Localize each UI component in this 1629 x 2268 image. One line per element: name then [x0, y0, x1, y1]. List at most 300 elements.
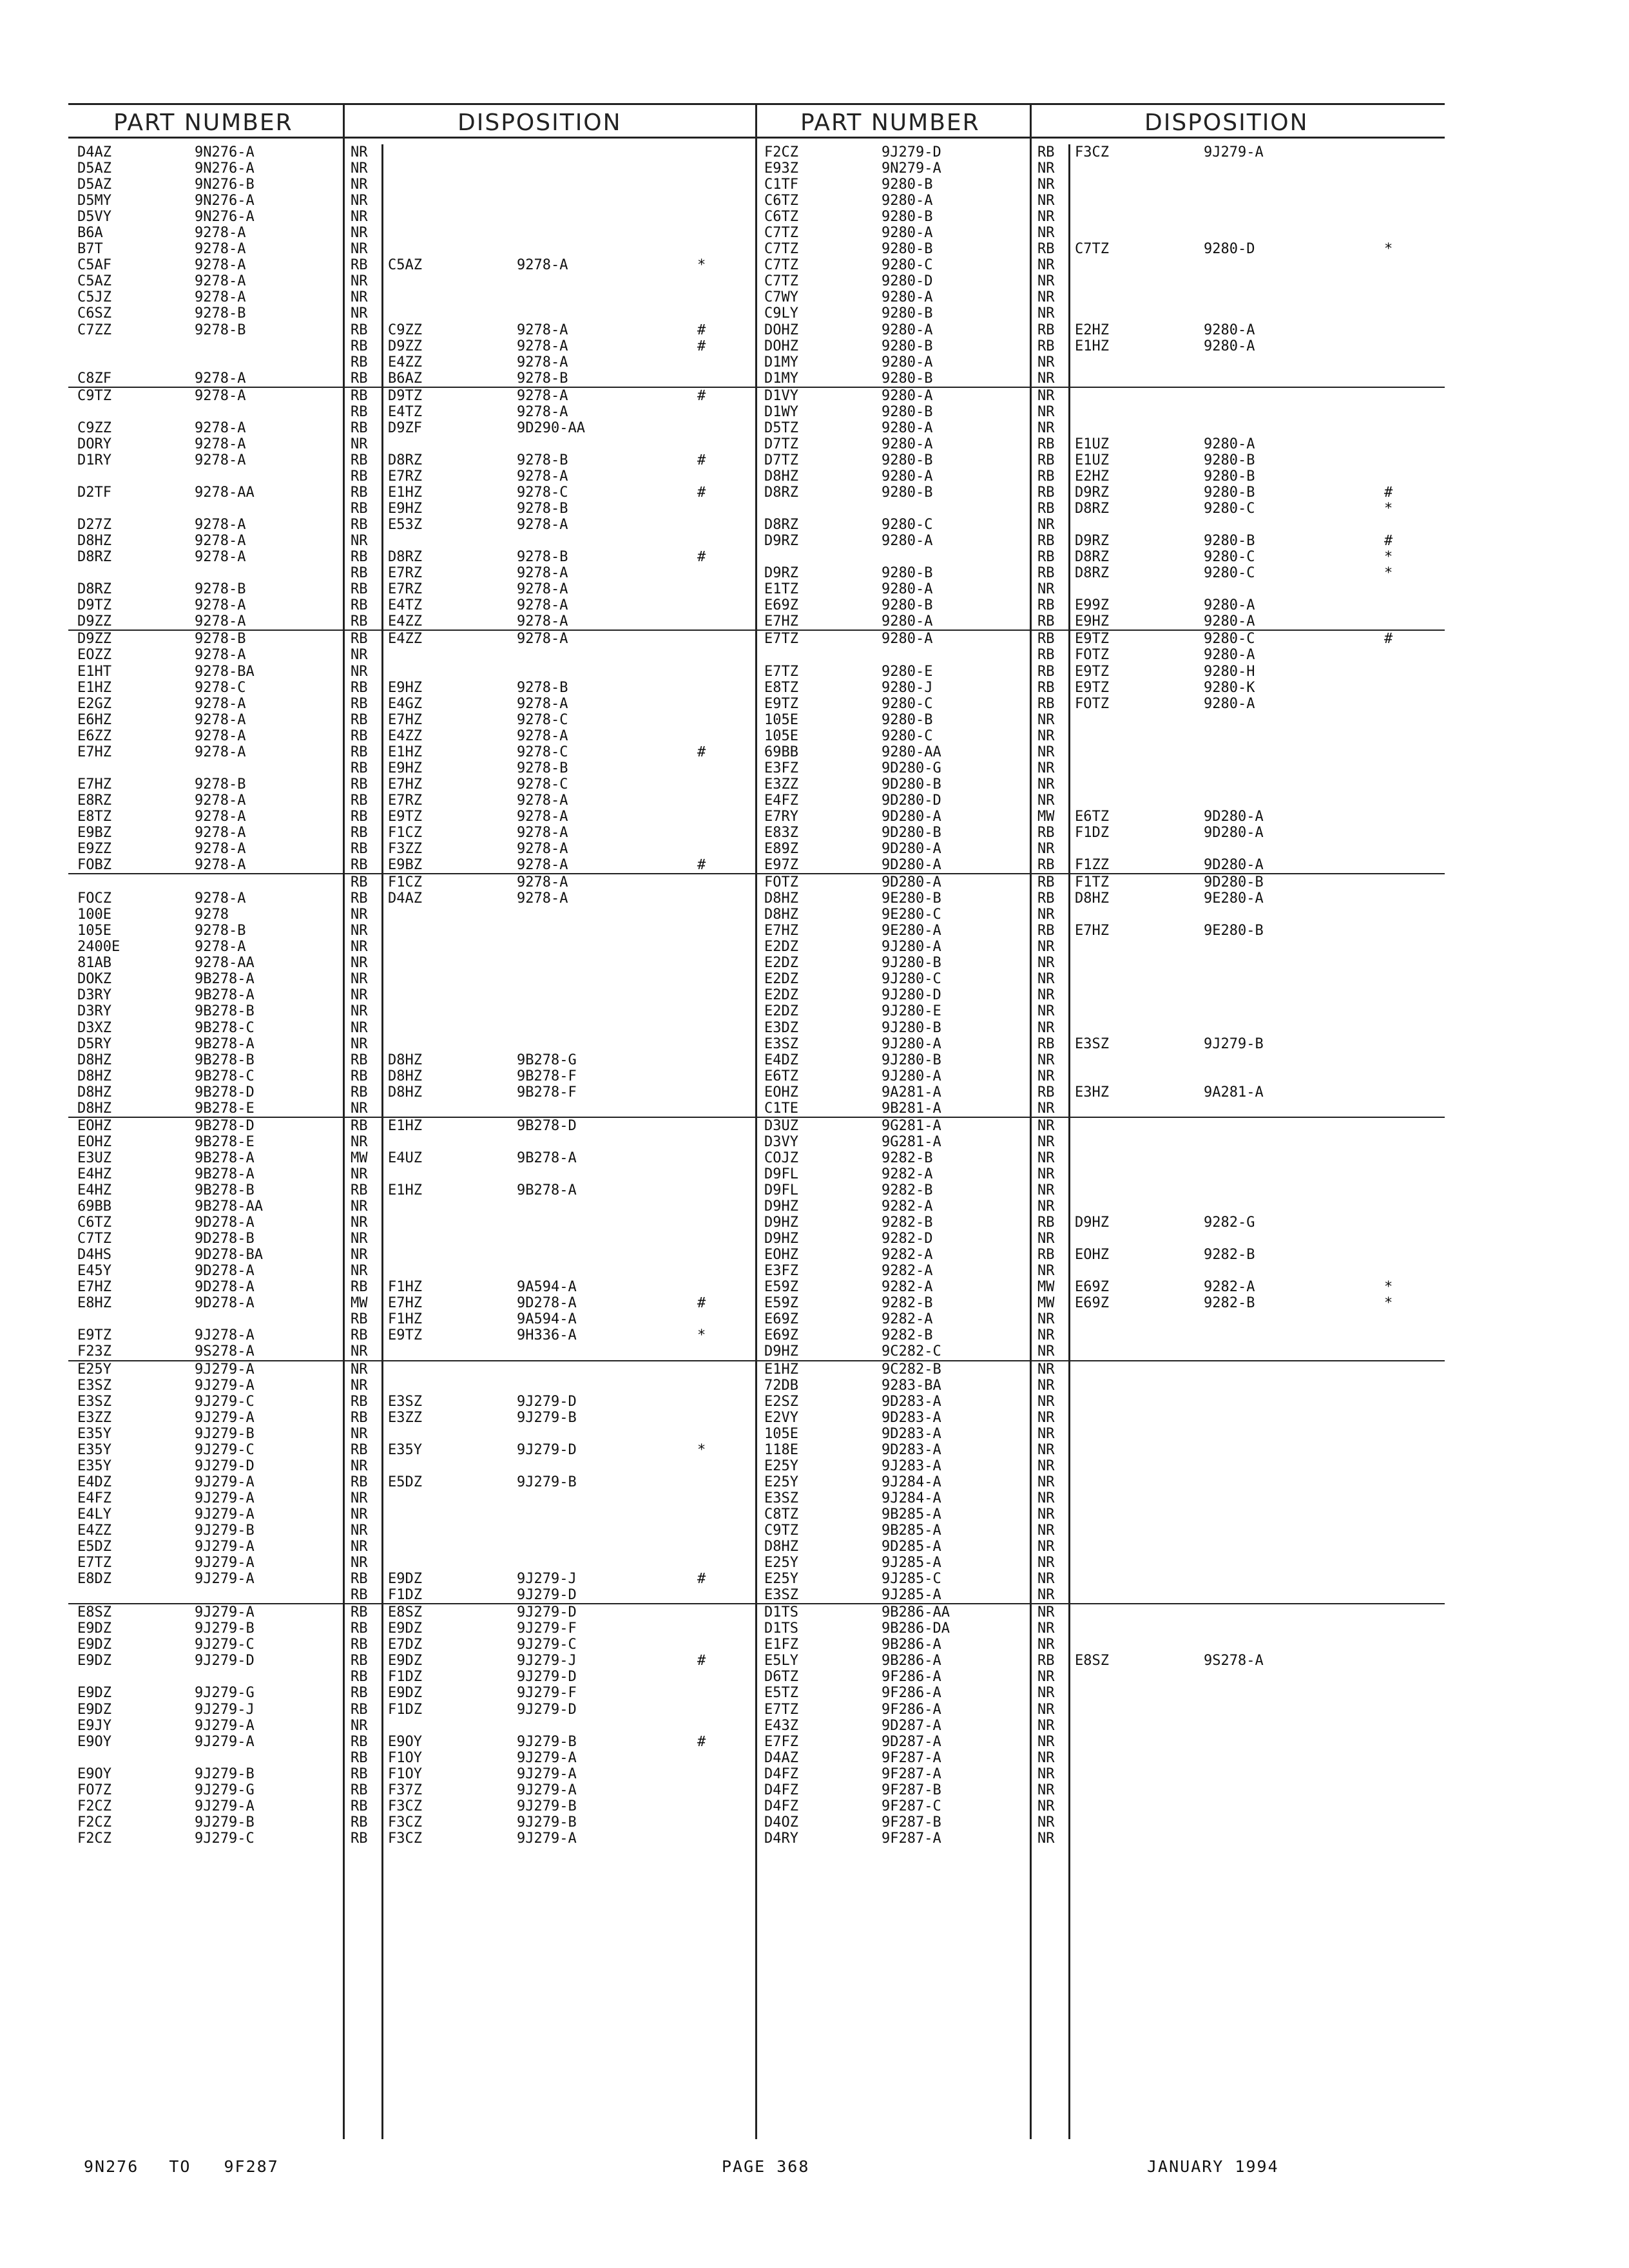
- table-row: [68, 923, 758, 939]
- part-prefix: C5AF: [77, 257, 111, 274]
- replacement-base: 9280-A: [1204, 597, 1255, 614]
- replacement-prefix: F3CZ: [388, 1798, 422, 1814]
- replacement-prefix: D8HZ: [1075, 890, 1109, 907]
- note-mark: #: [697, 484, 706, 501]
- table-row: [755, 144, 1445, 160]
- table-row: [755, 1052, 1445, 1068]
- replacement-prefix: E9HZ: [1075, 613, 1109, 630]
- right-rows: [755, 144, 1445, 1847]
- disposition-code: RB: [351, 1311, 368, 1328]
- replacement-prefix: E7RZ: [388, 581, 422, 598]
- replacement-base: 9278-A: [517, 517, 568, 533]
- part-prefix: D9HZ: [764, 1215, 798, 1231]
- part-prefix: D7TZ: [764, 452, 798, 468]
- disposition-code: NR: [1037, 1490, 1055, 1506]
- disposition-code: RB: [351, 597, 368, 614]
- table-row: [68, 273, 758, 289]
- disposition-code: NR: [1037, 419, 1055, 436]
- replacement-base: 9B278-D: [517, 1117, 577, 1134]
- part-base: 9D283-A: [882, 1409, 941, 1426]
- table-row: [68, 1750, 758, 1766]
- table-row: [755, 273, 1445, 289]
- replacement-base: 9J279-F: [517, 1685, 577, 1702]
- replacement-base: 9278-A: [517, 874, 568, 891]
- part-base: 9280-A: [882, 533, 933, 550]
- replacement-base: 9280-A: [1204, 338, 1255, 354]
- part-prefix: E2DZ: [764, 971, 798, 988]
- replacement-base: 9278-A: [517, 695, 568, 712]
- replacement-prefix: E2HZ: [1075, 468, 1109, 485]
- disposition-code: NR: [351, 1717, 368, 1734]
- replacement-base: 9278-A: [517, 613, 568, 630]
- part-base: 9D280-B: [882, 824, 941, 841]
- part-prefix: E25Y: [764, 1457, 798, 1474]
- table-row: [755, 825, 1445, 841]
- replacement-base: 9278-A: [517, 322, 568, 338]
- part-prefix: D3RY: [77, 1003, 111, 1020]
- part-base: 9D285-A: [882, 1539, 941, 1555]
- table-row: [755, 1604, 1445, 1620]
- table-row: [755, 874, 1445, 890]
- part-prefix: E83Z: [764, 824, 798, 841]
- part-prefix: E2VY: [764, 1409, 798, 1426]
- disposition-code: RB: [351, 517, 368, 533]
- part-base: 9280-B: [882, 370, 933, 387]
- table-row: [755, 1068, 1445, 1084]
- disposition-code: NR: [351, 1198, 368, 1215]
- table-row: [755, 1134, 1445, 1150]
- table-row: [68, 1343, 758, 1361]
- part-prefix: E6TZ: [764, 1068, 798, 1084]
- table-row: [68, 322, 758, 338]
- disposition-code: RB: [351, 824, 368, 841]
- table-row: [755, 760, 1445, 776]
- disposition-code: NR: [351, 955, 368, 972]
- part-prefix: C6TZ: [77, 1215, 111, 1231]
- part-base: 9282-B: [882, 1295, 933, 1312]
- part-base: 9B278-B: [195, 1003, 255, 1020]
- replacement-prefix: F1CZ: [388, 874, 422, 891]
- part-prefix: E1HZ: [77, 679, 111, 696]
- part-base: 9J280-A: [882, 1035, 941, 1052]
- disposition-code: NR: [351, 1035, 368, 1052]
- replacement-prefix: D8RZ: [388, 452, 422, 468]
- part-prefix: D1VY: [764, 387, 798, 404]
- disposition-code: RB: [351, 841, 368, 858]
- part-prefix: C8TZ: [764, 1506, 798, 1523]
- part-base: 9J278-A: [195, 1327, 255, 1344]
- disposition-code: RB: [351, 1653, 368, 1669]
- part-prefix: E3UZ: [77, 1149, 111, 1166]
- part-prefix: E7TZ: [764, 1701, 798, 1718]
- disposition-code: RB: [1037, 565, 1055, 582]
- part-base: 9278-B: [195, 631, 246, 648]
- replacement-prefix: E4TZ: [388, 597, 422, 614]
- replacement-prefix: E4UZ: [388, 1149, 422, 1166]
- part-base: 9J280-B: [882, 1052, 941, 1068]
- disposition-code: NR: [1037, 1620, 1055, 1637]
- table-row: [68, 1361, 758, 1378]
- replacement-prefix: E7HZ: [388, 776, 422, 793]
- part-prefix: F2CZ: [77, 1830, 111, 1847]
- table-row: [68, 1279, 758, 1295]
- table-row: [755, 890, 1445, 907]
- right-listing: [755, 103, 1445, 2139]
- part-prefix: C9TZ: [77, 387, 111, 404]
- disposition-code: NR: [1037, 1393, 1055, 1410]
- replacement-base: 9B278-A: [517, 1182, 577, 1198]
- note-mark: #: [1384, 533, 1393, 550]
- part-prefix: D5RY: [77, 1035, 111, 1052]
- disposition-code: NR: [1037, 1441, 1055, 1458]
- disposition-code: NR: [1037, 403, 1055, 420]
- disposition-code: RB: [351, 1279, 368, 1296]
- disposition-code: NR: [351, 1231, 368, 1247]
- part-base: 9278-A: [195, 370, 246, 387]
- part-base: 9E280-B: [882, 890, 941, 907]
- table-row: [755, 1378, 1445, 1394]
- part-prefix: FOBZ: [77, 857, 111, 874]
- part-base: 9F287-A: [882, 1765, 941, 1782]
- disposition-code: RB: [351, 1685, 368, 1702]
- replacement-base: 9D280-A: [1204, 824, 1264, 841]
- table-row: [755, 776, 1445, 793]
- part-prefix: C7TZ: [764, 241, 798, 258]
- part-base: 9278-A: [195, 597, 246, 614]
- disposition-code: NR: [351, 907, 368, 923]
- note-mark: #: [697, 1653, 706, 1669]
- replacement-base: 9B278-A: [517, 1149, 577, 1166]
- disposition-code: NR: [351, 436, 368, 452]
- disposition-code: NR: [1037, 1068, 1055, 1084]
- table-row: [68, 1295, 758, 1311]
- disposition-code: NR: [1037, 1425, 1055, 1442]
- part-base: 9F286-A: [882, 1669, 941, 1686]
- part-prefix: E2DZ: [764, 939, 798, 956]
- part-base: 9F287-C: [882, 1798, 941, 1814]
- part-base: 9280-B: [882, 711, 933, 728]
- part-prefix: D4AZ: [77, 144, 111, 160]
- table-row: [755, 533, 1445, 549]
- disposition-code: RB: [351, 322, 368, 338]
- disposition-code: NR: [1037, 939, 1055, 956]
- part-base: 9278-A: [195, 517, 246, 533]
- replacement-base: 9278-A: [517, 808, 568, 825]
- part-prefix: C7ZZ: [77, 322, 111, 338]
- part-base: 9D280-B: [882, 776, 941, 793]
- disposition-code: NR: [1037, 727, 1055, 744]
- part-base: 9J279-A: [195, 1604, 255, 1621]
- part-prefix: D5AZ: [77, 177, 111, 193]
- replacement-prefix: EOHZ: [1075, 1247, 1109, 1264]
- part-prefix: C5AZ: [77, 273, 111, 290]
- part-base: 9282-A: [882, 1263, 933, 1280]
- replacement-prefix: D8RZ: [1075, 565, 1109, 582]
- table-row: [755, 338, 1445, 354]
- table-row: [68, 289, 758, 305]
- part-prefix: E8SZ: [77, 1604, 111, 1621]
- table-row: [755, 1166, 1445, 1182]
- part-base: 9C282-B: [882, 1361, 941, 1378]
- disposition-code: RB: [351, 1830, 368, 1847]
- disposition-code: NR: [1037, 1457, 1055, 1474]
- part-base: 9J279-B: [195, 1620, 255, 1637]
- part-base: 9J279-J: [195, 1701, 255, 1718]
- replacement-prefix: E9TZ: [1075, 631, 1109, 648]
- part-base: 9N276-A: [195, 193, 255, 209]
- part-base: 9D278-A: [195, 1295, 255, 1312]
- disposition-code: MW: [1037, 1295, 1055, 1312]
- disposition-code: NR: [1037, 1133, 1055, 1150]
- replacement-base: 9280-C: [1204, 549, 1255, 566]
- note-mark: #: [1384, 484, 1393, 501]
- replacement-base: 9D280-B: [1204, 874, 1264, 891]
- table-row: [755, 1766, 1445, 1782]
- table-row: [755, 1410, 1445, 1426]
- part-prefix: E9DZ: [77, 1701, 111, 1718]
- part-prefix: DOKZ: [77, 971, 111, 988]
- part-prefix: E3SZ: [764, 1490, 798, 1506]
- table-row: [68, 1100, 758, 1118]
- table-row: [68, 1555, 758, 1571]
- table-row: [755, 1685, 1445, 1701]
- part-prefix: E1HZ: [764, 1361, 798, 1378]
- disposition-code: RB: [351, 1182, 368, 1198]
- replacement-base: 9280-A: [1204, 322, 1255, 338]
- part-base: 9F287-B: [882, 1782, 941, 1798]
- part-prefix: FOTZ: [764, 874, 798, 891]
- disposition-code: RB: [1037, 322, 1055, 338]
- part-prefix: EOHZ: [764, 1247, 798, 1264]
- replacement-prefix: E4ZZ: [388, 613, 422, 630]
- table-row: [755, 1523, 1445, 1539]
- part-prefix: E59Z: [764, 1295, 798, 1312]
- replacement-base: 9280-H: [1204, 663, 1255, 680]
- part-base: 9280-D: [882, 273, 933, 290]
- disposition-code: NR: [1037, 1604, 1055, 1621]
- replacement-prefix: D8HZ: [388, 1052, 422, 1068]
- part-prefix: 69BB: [77, 1198, 111, 1215]
- disposition-code: MW: [1037, 808, 1055, 825]
- disposition-code: NR: [1037, 1311, 1055, 1328]
- disposition-code: RB: [351, 501, 368, 517]
- replacement-base: 9J279-D: [517, 1701, 577, 1718]
- part-base: 9278-A: [195, 647, 246, 664]
- part-base: 9N276-A: [195, 160, 255, 177]
- table-row: [68, 1231, 758, 1247]
- table-row: [755, 1084, 1445, 1100]
- disposition-code: RB: [351, 581, 368, 598]
- replacement-prefix: E53Z: [388, 517, 422, 533]
- disposition-code: RB: [1037, 436, 1055, 452]
- table-row: [68, 420, 758, 436]
- part-base: 9J280-E: [882, 1003, 941, 1020]
- part-prefix: C7TZ: [764, 225, 798, 242]
- disposition-code: NR: [351, 1377, 368, 1394]
- table-row: [755, 1426, 1445, 1442]
- disposition-code: NR: [1037, 1019, 1055, 1036]
- disposition-code: NR: [351, 971, 368, 988]
- table-row: [68, 1831, 758, 1847]
- part-base: 9D280-A: [882, 808, 941, 825]
- part-base: 9J285-A: [882, 1555, 941, 1571]
- part-base: 9D280-A: [882, 857, 941, 874]
- part-prefix: D8RZ: [764, 484, 798, 501]
- part-prefix: 118E: [764, 1441, 798, 1458]
- part-prefix: D1WY: [764, 403, 798, 420]
- part-prefix: D9RZ: [764, 565, 798, 582]
- disposition-code: NR: [1037, 841, 1055, 858]
- part-prefix: E35Y: [77, 1441, 111, 1458]
- part-base: 9J279-G: [195, 1685, 255, 1702]
- replacement-base: 9B278-F: [517, 1084, 577, 1100]
- table-row: [755, 581, 1445, 597]
- disposition-code: NR: [1037, 1327, 1055, 1344]
- part-prefix: C7TZ: [764, 257, 798, 274]
- disposition-code: RB: [351, 727, 368, 744]
- part-prefix: D5VY: [77, 209, 111, 226]
- part-prefix: E35Y: [77, 1457, 111, 1474]
- part-base: 9B278-AA: [195, 1198, 263, 1215]
- table-row: [755, 744, 1445, 760]
- replacement-prefix: F37Z: [388, 1782, 422, 1798]
- disposition-code: NR: [1037, 257, 1055, 274]
- table-row: [755, 1100, 1445, 1118]
- part-base: 9C282-C: [882, 1343, 941, 1360]
- part-base: 9280-J: [882, 679, 933, 696]
- note-mark: *: [1384, 565, 1393, 582]
- disposition-code: RB: [351, 1749, 368, 1766]
- table-row: [755, 613, 1445, 631]
- replacement-prefix: E7DZ: [388, 1637, 422, 1653]
- header-rule: [68, 137, 758, 139]
- part-base: 9N276-A: [195, 144, 255, 160]
- part-prefix: E9ZZ: [77, 841, 111, 858]
- part-base: 9J279-B: [195, 1765, 255, 1782]
- part-prefix: D1RY: [77, 452, 111, 468]
- part-base: 9J279-A: [195, 1798, 255, 1814]
- part-prefix: E9OY: [77, 1765, 111, 1782]
- part-prefix: D3UZ: [764, 1117, 798, 1134]
- part-prefix: E2DZ: [764, 987, 798, 1004]
- part-prefix: 105E: [764, 727, 798, 744]
- disposition-code: RB: [351, 1441, 368, 1458]
- table-row: [755, 1343, 1445, 1361]
- part-prefix: E5TZ: [764, 1685, 798, 1702]
- table-row: [68, 485, 758, 501]
- part-base: 9280-A: [882, 419, 933, 436]
- part-base: 9280-A: [882, 613, 933, 630]
- replacement-base: 9278-B: [517, 370, 568, 387]
- table-row: [68, 1587, 758, 1604]
- disposition-code: RB: [1037, 144, 1055, 160]
- part-prefix: E8RZ: [77, 792, 111, 809]
- disposition-code: NR: [351, 1247, 368, 1264]
- part-prefix: E3FZ: [764, 1263, 798, 1280]
- part-prefix: EOHZ: [77, 1117, 111, 1134]
- table-row: [755, 597, 1445, 613]
- disposition-code: NR: [351, 1343, 368, 1360]
- table-row: [755, 987, 1445, 1003]
- part-prefix: E2GZ: [77, 695, 111, 712]
- disposition-code: RB: [1037, 484, 1055, 501]
- disposition-code: RB: [351, 744, 368, 760]
- replacement-base: 9J279-J: [517, 1653, 577, 1669]
- table-row: [68, 1263, 758, 1279]
- disposition-code: RB: [1037, 1215, 1055, 1231]
- disposition-code: RB: [351, 1409, 368, 1426]
- part-prefix: D6TZ: [764, 1669, 798, 1686]
- part-prefix: E25Y: [764, 1571, 798, 1588]
- disposition-code: NR: [351, 177, 368, 193]
- replacement-base: 9J279-A: [1204, 144, 1264, 160]
- table-row: [68, 1620, 758, 1637]
- part-prefix: E8TZ: [764, 679, 798, 696]
- part-base: 9D283-A: [882, 1425, 941, 1442]
- table-row: [68, 1490, 758, 1506]
- part-prefix: 100E: [77, 907, 111, 923]
- part-base: 9283-BA: [882, 1377, 941, 1394]
- table-row: [68, 1068, 758, 1084]
- table-row: [755, 1734, 1445, 1750]
- part-prefix: F2CZ: [77, 1814, 111, 1831]
- part-prefix: C8ZF: [77, 370, 111, 387]
- replacement-prefix: E5DZ: [388, 1474, 422, 1490]
- part-prefix: E97Z: [764, 857, 798, 874]
- part-base: 9J279-C: [195, 1441, 255, 1458]
- disposition-code: RB: [351, 613, 368, 630]
- part-prefix: 105E: [764, 1425, 798, 1442]
- disposition-code: RB: [1037, 1035, 1055, 1052]
- table-row: [68, 565, 758, 581]
- disposition-code: NR: [1037, 1100, 1055, 1117]
- part-prefix: D8RZ: [77, 581, 111, 598]
- table-row: [68, 1814, 758, 1831]
- part-prefix: E5LY: [764, 1653, 798, 1669]
- table-row: [68, 1782, 758, 1798]
- note-mark: #: [697, 338, 706, 354]
- replacement-base: 9J279-B: [517, 1733, 577, 1750]
- disposition-code: RB: [351, 1620, 368, 1637]
- table-row: [755, 1215, 1445, 1231]
- replacement-prefix: E7RZ: [388, 565, 422, 582]
- table-row: [755, 370, 1445, 388]
- part-base: 9278-BA: [195, 663, 255, 680]
- disposition-code: RB: [351, 792, 368, 809]
- replacement-prefix: D9HZ: [1075, 1215, 1109, 1231]
- table-row: [68, 177, 758, 193]
- part-prefix: FO7Z: [77, 1782, 111, 1798]
- replacement-base: 9278-B: [517, 452, 568, 468]
- table-row: [755, 1587, 1445, 1604]
- part-base: 9282-B: [882, 1215, 933, 1231]
- part-base: 9280-B: [882, 565, 933, 582]
- disposition-code: RB: [1037, 663, 1055, 680]
- replacement-prefix: E7HZ: [388, 1295, 422, 1312]
- replacement-base: 9282-B: [1204, 1247, 1255, 1264]
- disposition-code: RB: [1037, 679, 1055, 696]
- disposition-code: NR: [1037, 305, 1055, 322]
- part-base: 9J280-C: [882, 971, 941, 988]
- table-row: [68, 338, 758, 354]
- disposition-code: NR: [1037, 517, 1055, 533]
- part-prefix: E3FZ: [764, 760, 798, 776]
- table-row: [755, 712, 1445, 728]
- replacement-prefix: E9DZ: [388, 1685, 422, 1702]
- table-row: [68, 1426, 758, 1442]
- part-base: 9B286-DA: [882, 1620, 950, 1637]
- disposition-code: NR: [351, 533, 368, 550]
